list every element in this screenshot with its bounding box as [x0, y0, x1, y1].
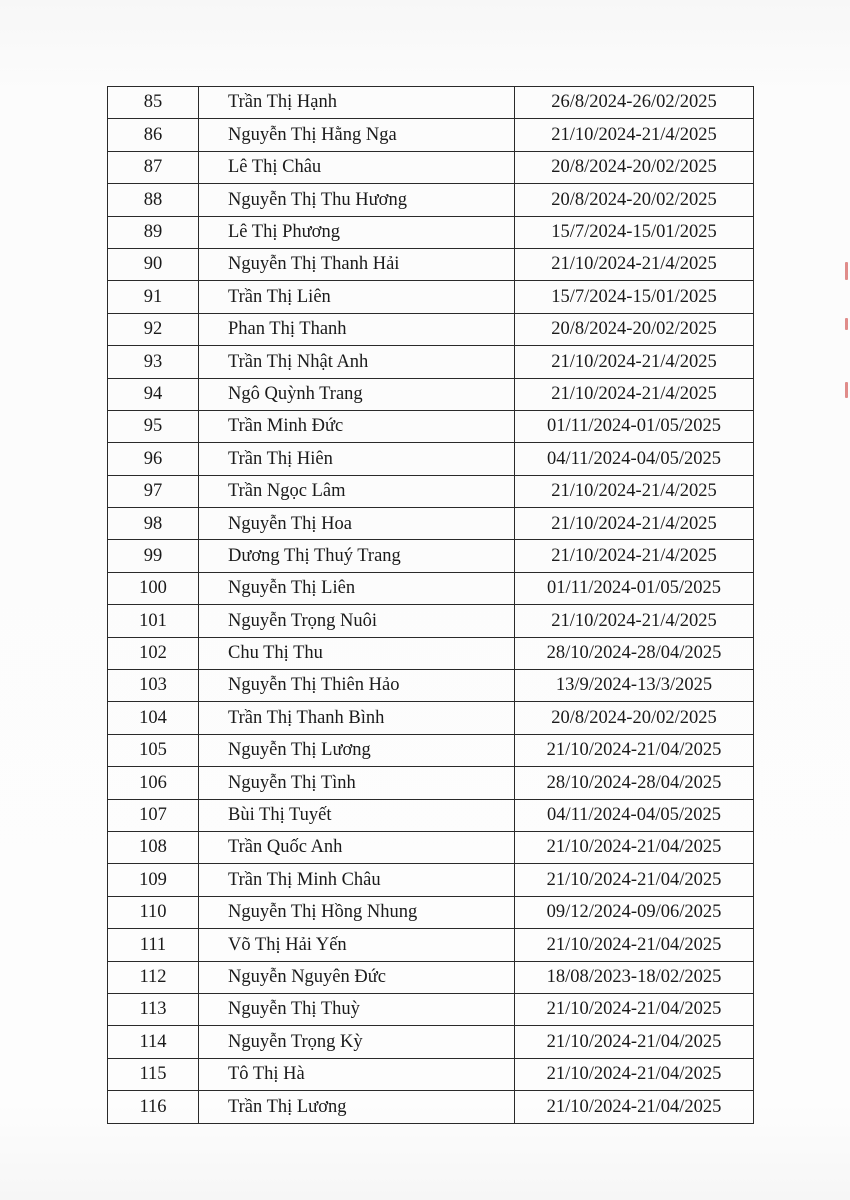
- date-range-cell: 21/10/2024-21/4/2025: [515, 605, 754, 637]
- date-range-cell: 21/10/2024-21/04/2025: [515, 929, 754, 961]
- table-row: [108, 799, 754, 831]
- row-number-cell: 88: [108, 184, 199, 216]
- table-row: [108, 443, 754, 475]
- table-row: [108, 1091, 754, 1123]
- roster-table: [107, 86, 754, 1124]
- full-name-cell: Tô Thị Hà: [199, 1058, 515, 1090]
- full-name-cell: Trần Thị Lương: [199, 1091, 515, 1123]
- date-range-cell: 20/8/2024-20/02/2025: [515, 184, 754, 216]
- date-range-cell: 21/10/2024-21/4/2025: [515, 378, 754, 410]
- full-name-cell: Dương Thị Thuý Trang: [199, 540, 515, 572]
- full-name-cell: Nguyễn Thị Thuỳ: [199, 993, 515, 1025]
- full-name-cell: Trần Minh Đức: [199, 410, 515, 442]
- row-number-cell: 100: [108, 572, 199, 604]
- table-row: [108, 961, 754, 993]
- full-name-cell: Nguyễn Thị Lương: [199, 734, 515, 766]
- row-number-cell: 97: [108, 475, 199, 507]
- table-row: [108, 929, 754, 961]
- full-name-cell: Trần Thị Hạnh: [199, 87, 515, 119]
- date-range-cell: 26/8/2024-26/02/2025: [515, 87, 754, 119]
- full-name-cell: Nguyễn Thị Hồng Nhung: [199, 896, 515, 928]
- date-range-cell: 21/10/2024-21/04/2025: [515, 1026, 754, 1058]
- table-row: [108, 734, 754, 766]
- date-range-cell: 01/11/2024-01/05/2025: [515, 572, 754, 604]
- full-name-cell: Nguyễn Thị Thanh Hải: [199, 248, 515, 280]
- row-number-cell: 94: [108, 378, 199, 410]
- table-row: [108, 475, 754, 507]
- row-number-cell: 108: [108, 831, 199, 863]
- date-range-cell: 21/10/2024-21/04/2025: [515, 1091, 754, 1123]
- full-name-cell: Nguyễn Thị Tình: [199, 767, 515, 799]
- table-row: [108, 87, 754, 119]
- table-row: [108, 313, 754, 345]
- row-number-cell: 106: [108, 767, 199, 799]
- table-row: [108, 378, 754, 410]
- full-name-cell: Nguyễn Thị Liên: [199, 572, 515, 604]
- table-row: [108, 864, 754, 896]
- table-row: [108, 216, 754, 248]
- date-range-cell: 28/10/2024-28/04/2025: [515, 767, 754, 799]
- table-row: [108, 605, 754, 637]
- row-number-cell: 90: [108, 248, 199, 280]
- table-row: [108, 831, 754, 863]
- date-range-cell: 21/10/2024-21/04/2025: [515, 734, 754, 766]
- table-row: [108, 248, 754, 280]
- full-name-cell: Lê Thị Phương: [199, 216, 515, 248]
- row-number-cell: 112: [108, 961, 199, 993]
- row-number-cell: 111: [108, 929, 199, 961]
- row-number-cell: 87: [108, 151, 199, 183]
- date-range-cell: 21/10/2024-21/4/2025: [515, 540, 754, 572]
- table-row: [108, 767, 754, 799]
- date-range-cell: 21/10/2024-21/4/2025: [515, 346, 754, 378]
- table-row: [108, 410, 754, 442]
- row-number-cell: 102: [108, 637, 199, 669]
- row-number-cell: 98: [108, 508, 199, 540]
- row-number-cell: 104: [108, 702, 199, 734]
- roster-table-body: [108, 87, 754, 1124]
- row-number-cell: 91: [108, 281, 199, 313]
- full-name-cell: Phan Thị Thanh: [199, 313, 515, 345]
- full-name-cell: Trần Thị Hiên: [199, 443, 515, 475]
- date-range-cell: 20/8/2024-20/02/2025: [515, 702, 754, 734]
- full-name-cell: Trần Thị Nhật Anh: [199, 346, 515, 378]
- table-row: [108, 119, 754, 151]
- row-number-cell: 103: [108, 670, 199, 702]
- full-name-cell: Nguyễn Trọng Nuôi: [199, 605, 515, 637]
- edge-stamp-mark: [845, 262, 848, 280]
- date-range-cell: 15/7/2024-15/01/2025: [515, 281, 754, 313]
- full-name-cell: Nguyễn Thị Hằng Nga: [199, 119, 515, 151]
- table-row: [108, 702, 754, 734]
- row-number-cell: 93: [108, 346, 199, 378]
- date-range-cell: 20/8/2024-20/02/2025: [515, 313, 754, 345]
- date-range-cell: 28/10/2024-28/04/2025: [515, 637, 754, 669]
- date-range-cell: 21/10/2024-21/4/2025: [515, 119, 754, 151]
- row-number-cell: 115: [108, 1058, 199, 1090]
- table-row: [108, 896, 754, 928]
- full-name-cell: Lê Thị Châu: [199, 151, 515, 183]
- row-number-cell: 107: [108, 799, 199, 831]
- table-row: [108, 508, 754, 540]
- row-number-cell: 95: [108, 410, 199, 442]
- row-number-cell: 101: [108, 605, 199, 637]
- row-number-cell: 113: [108, 993, 199, 1025]
- date-range-cell: 04/11/2024-04/05/2025: [515, 799, 754, 831]
- full-name-cell: Nguyễn Thị Hoa: [199, 508, 515, 540]
- table-row: [108, 540, 754, 572]
- full-name-cell: Nguyễn Thị Thu Hương: [199, 184, 515, 216]
- full-name-cell: Trần Quốc Anh: [199, 831, 515, 863]
- date-range-cell: 21/10/2024-21/4/2025: [515, 508, 754, 540]
- date-range-cell: 21/10/2024-21/4/2025: [515, 248, 754, 280]
- row-number-cell: 92: [108, 313, 199, 345]
- table-row: [108, 1026, 754, 1058]
- table-row: [108, 281, 754, 313]
- date-range-cell: 21/10/2024-21/04/2025: [515, 1058, 754, 1090]
- date-range-cell: 21/10/2024-21/04/2025: [515, 993, 754, 1025]
- full-name-cell: Nguyễn Trọng Kỳ: [199, 1026, 515, 1058]
- table-row: [108, 670, 754, 702]
- edge-stamp-mark: [845, 318, 848, 330]
- row-number-cell: 85: [108, 87, 199, 119]
- full-name-cell: Nguyễn Nguyên Đức: [199, 961, 515, 993]
- table-row: [108, 993, 754, 1025]
- date-range-cell: 21/10/2024-21/4/2025: [515, 475, 754, 507]
- full-name-cell: Ngô Quỳnh Trang: [199, 378, 515, 410]
- row-number-cell: 109: [108, 864, 199, 896]
- row-number-cell: 96: [108, 443, 199, 475]
- date-range-cell: 21/10/2024-21/04/2025: [515, 864, 754, 896]
- edge-stamp-mark: [845, 382, 848, 398]
- row-number-cell: 86: [108, 119, 199, 151]
- row-number-cell: 114: [108, 1026, 199, 1058]
- full-name-cell: Chu Thị Thu: [199, 637, 515, 669]
- date-range-cell: 15/7/2024-15/01/2025: [515, 216, 754, 248]
- row-number-cell: 110: [108, 896, 199, 928]
- table-row: [108, 572, 754, 604]
- full-name-cell: Trần Thị Thanh Bình: [199, 702, 515, 734]
- date-range-cell: 01/11/2024-01/05/2025: [515, 410, 754, 442]
- row-number-cell: 105: [108, 734, 199, 766]
- full-name-cell: Trần Thị Liên: [199, 281, 515, 313]
- table-row: [108, 184, 754, 216]
- date-range-cell: 09/12/2024-09/06/2025: [515, 896, 754, 928]
- date-range-cell: 18/08/2023-18/02/2025: [515, 961, 754, 993]
- date-range-cell: 13/9/2024-13/3/2025: [515, 670, 754, 702]
- full-name-cell: Nguyễn Thị Thiên Hảo: [199, 670, 515, 702]
- full-name-cell: Võ Thị Hải Yến: [199, 929, 515, 961]
- row-number-cell: 116: [108, 1091, 199, 1123]
- date-range-cell: 21/10/2024-21/04/2025: [515, 831, 754, 863]
- table-row: [108, 1058, 754, 1090]
- date-range-cell: 20/8/2024-20/02/2025: [515, 151, 754, 183]
- date-range-cell: 04/11/2024-04/05/2025: [515, 443, 754, 475]
- row-number-cell: 89: [108, 216, 199, 248]
- full-name-cell: Trần Thị Minh Châu: [199, 864, 515, 896]
- table-row: [108, 346, 754, 378]
- row-number-cell: 99: [108, 540, 199, 572]
- table-row: [108, 151, 754, 183]
- full-name-cell: Bùi Thị Tuyết: [199, 799, 515, 831]
- table-row: [108, 637, 754, 669]
- full-name-cell: Trần Ngọc Lâm: [199, 475, 515, 507]
